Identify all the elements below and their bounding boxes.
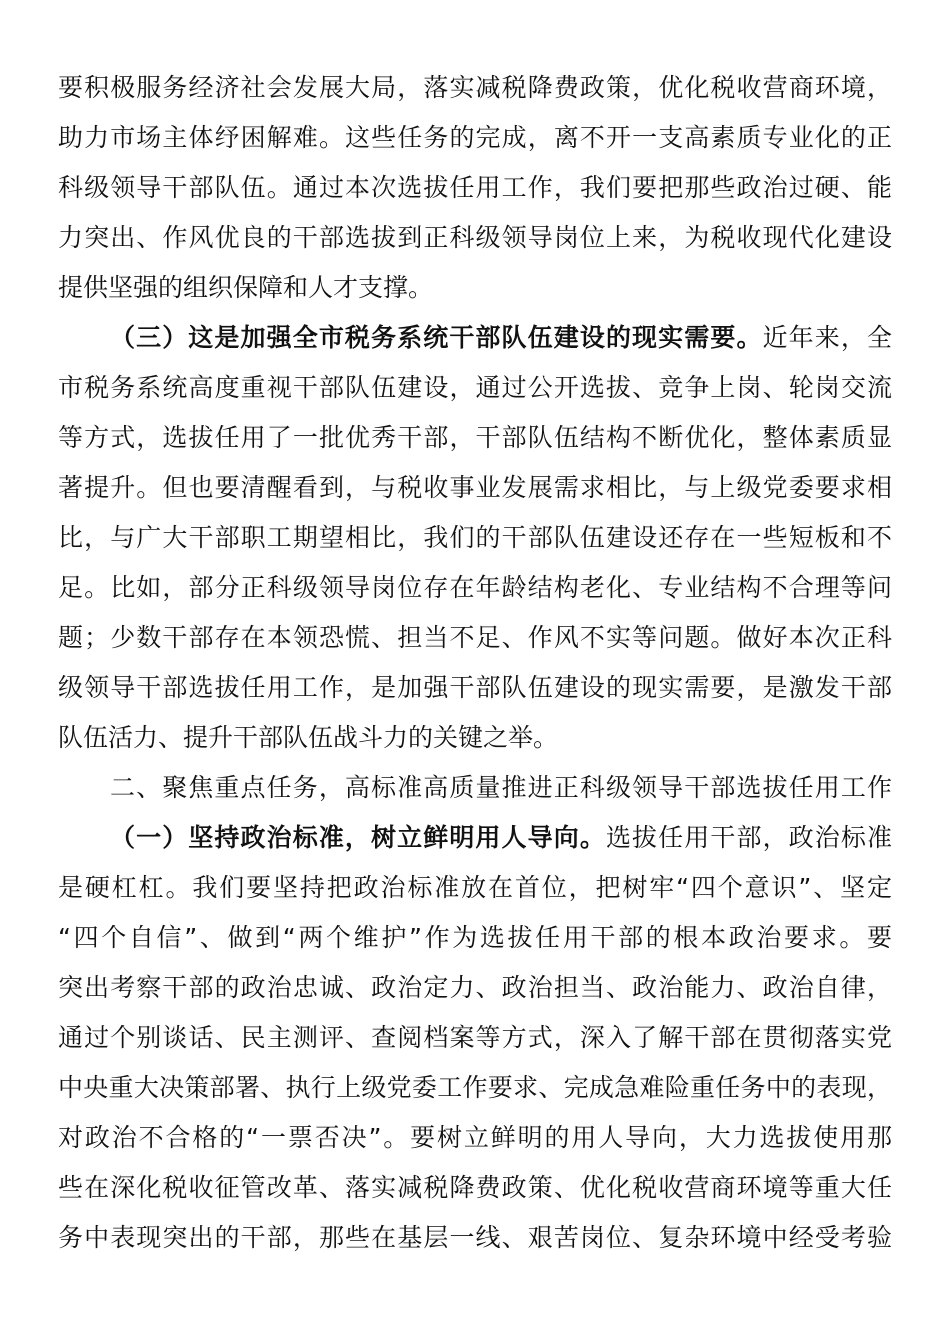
- body-text-line: 中央重大决策部署、执行上级党委工作要求、完成急难险重任务中的表现，: [58, 1073, 892, 1102]
- body-text-line: 突出考察干部的政治忠诚、政治定力、政治担当、政治能力、政治自律，: [58, 973, 892, 1002]
- item-1-heading: （一）坚持政治标准，树立鲜明用人导向。: [110, 823, 606, 852]
- section-3-first-line: [110, 313, 892, 363]
- body-text-line: 著提升。但也要清醒看到，与税收事业发展需求相比，与上级党委要求相: [58, 473, 892, 502]
- body-text-line: 足。比如，部分正科级领导岗位存在年龄结构老化、专业结构不合理等问: [58, 573, 892, 602]
- body-text-line: 要积极服务经济社会发展大局，落实减税降费政策，优化税收营商环境，: [58, 73, 892, 102]
- body-text-line: 题；少数干部存在本领恐慌、担当不足、作风不实等问题。做好本次正科: [58, 623, 892, 652]
- body-text-line: 提供坚强的组织保障和人才支撑。: [58, 273, 434, 302]
- body-text-line: 力突出、作风优良的干部选拔到正科级领导岗位上来，为税收现代化建设: [58, 223, 892, 252]
- part-2-heading: 二、聚焦重点任务，高标准高质量推进正科级领导干部选拔任用工作: [110, 773, 892, 802]
- body-text-line: 务中表现突出的干部，那些在基层一线、艰苦岗位、复杂环境中经受考验: [58, 1223, 892, 1252]
- body-text-line: 等方式，选拔任用了一批优秀干部，干部队伍结构不断优化，整体素质显: [58, 423, 892, 452]
- body-text-line: 通过个别谈话、民主测评、查阅档案等方式，深入了解干部在贯彻落实党: [58, 1023, 892, 1052]
- item-1-first-line-text: 选拔任用干部，政治标准: [605, 823, 892, 852]
- section-3-first-line-text: 近年来，全: [762, 323, 892, 352]
- body-text-line: 科级领导干部队伍。通过本次选拔任用工作，我们要把那些政治过硬、能: [58, 173, 892, 202]
- body-text-line: 级领导干部选拔任用工作，是加强干部队伍建设的现实需要，是激发干部: [58, 673, 892, 702]
- section-3-heading: （三）这是加强全市税务系统干部队伍建设的现实需要。: [110, 323, 763, 352]
- body-text-line: 比，与广大干部职工期望相比，我们的干部队伍建设还存在一些短板和不: [58, 523, 892, 552]
- body-text-line: “四个自信”、做到“两个维护”作为选拔任用干部的根本政治要求。要: [58, 923, 892, 952]
- body-text-line: 助力市场主体纾困解难。这些任务的完成，离不开一支高素质专业化的正: [58, 123, 892, 152]
- body-text-line: 些在深化税收征管改革、落实减税降费政策、优化税收营商环境等重大任: [58, 1173, 892, 1202]
- body-text-line: 是硬杠杠。我们要坚持把政治标准放在首位，把树牢“四个意识”、坚定: [58, 873, 892, 902]
- item-1-first-line: [110, 813, 892, 863]
- body-text-line: 对政治不合格的“一票否决”。要树立鲜明的用人导向，大力选拔使用那: [58, 1123, 892, 1152]
- body-text-line: 市税务系统高度重视干部队伍建设，通过公开选拔、竞争上岗、轮岗交流: [58, 373, 892, 402]
- body-text-line: 队伍活力、提升干部队伍战斗力的关键之举。: [58, 723, 559, 752]
